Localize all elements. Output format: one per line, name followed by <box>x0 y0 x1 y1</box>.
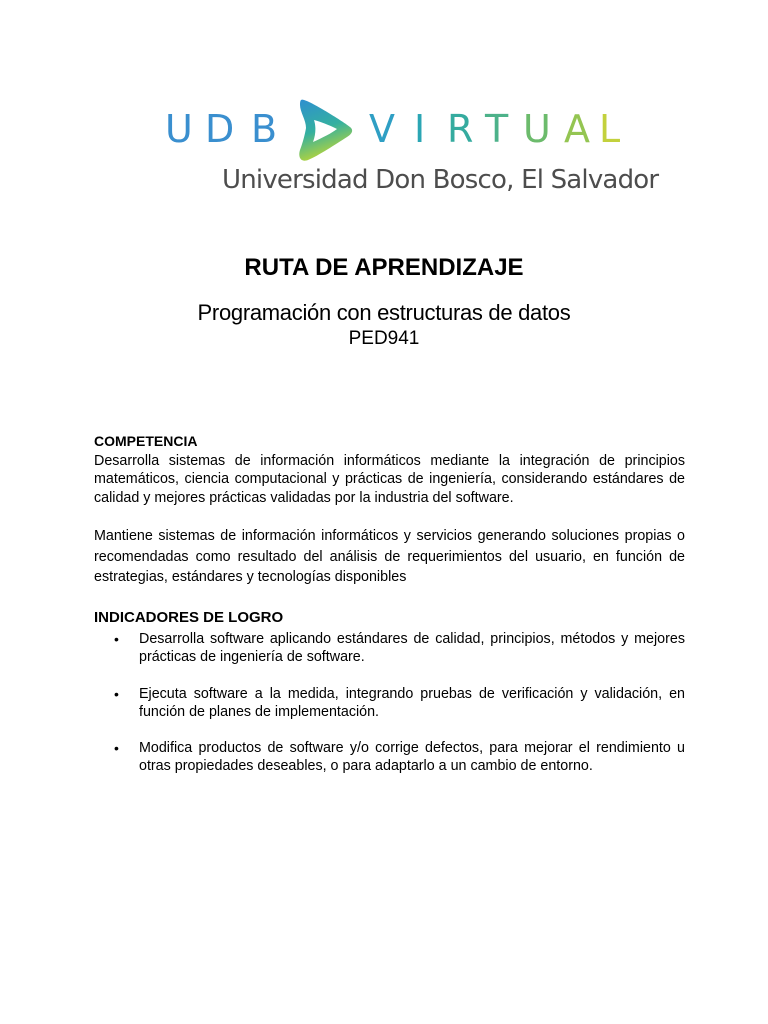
indicadores-list <box>94 630 685 794</box>
list-item-text: Ejecuta software a la medida, integrando pruebas de verificación y validación, en función de planes de implementación. <box>139 685 685 720</box>
competencia-paragraph-1: Desarrolla sistemas de información informáticos mediante la integración de principios matemáticos, ciencia computacional y prácticas de ingeniería, considerando estándares de calidad y mejores prácticas validadas por la industria del software. <box>94 453 685 506</box>
course-name: Programación con estructuras de datos <box>197 300 571 325</box>
list-item-text: Desarrolla software aplicando estándares de calidad, principios, métodos y mejores prácticas de ingeniería de software. <box>139 631 685 666</box>
bullet-icon: • <box>114 685 119 702</box>
logo-letter-r: R <box>447 107 474 151</box>
logo-letter-u2: U <box>523 107 551 151</box>
competencia-paragraph-2: Mantiene sistemas de información informáticos y servicios generando soluciones propias o recomendadas como resultado del análisis de requerimientos del usuario, en función de estrategias, estándares y tecnologías disponibles <box>94 528 685 585</box>
logo-letter-i: I <box>414 107 426 151</box>
competencia-heading: COMPETENCIA <box>94 433 198 449</box>
bullet-icon: • <box>114 740 119 757</box>
page-title: RUTA DE APRENDIZAJE <box>244 254 524 281</box>
logo-letter-b: B <box>251 107 278 151</box>
logo-letter-a: A <box>564 107 590 151</box>
bullet-icon: • <box>114 631 119 647</box>
udb-virtual-logo <box>165 96 659 200</box>
logo-letter-d: D <box>205 107 235 151</box>
logo-letter-l: L <box>599 107 621 151</box>
university-name: Universidad Don Bosco, El Salvador <box>222 165 659 195</box>
list-item <box>94 685 685 722</box>
list-item <box>94 739 685 776</box>
list-item <box>94 630 685 667</box>
play-icon <box>298 96 354 162</box>
logo-letter-t: T <box>485 107 509 151</box>
course-code: PED941 <box>348 328 420 349</box>
indicadores-heading: INDICADORES DE LOGRO <box>94 609 284 626</box>
logo-letter-v: V <box>369 107 395 151</box>
list-item-text: Modifica productos de software y/o corrige defectos, para mejorar el rendimiento u otras propiedades deseables, o para adaptarlo a un cambio de entorno. <box>139 740 685 775</box>
logo-letter-u: U <box>165 107 193 151</box>
